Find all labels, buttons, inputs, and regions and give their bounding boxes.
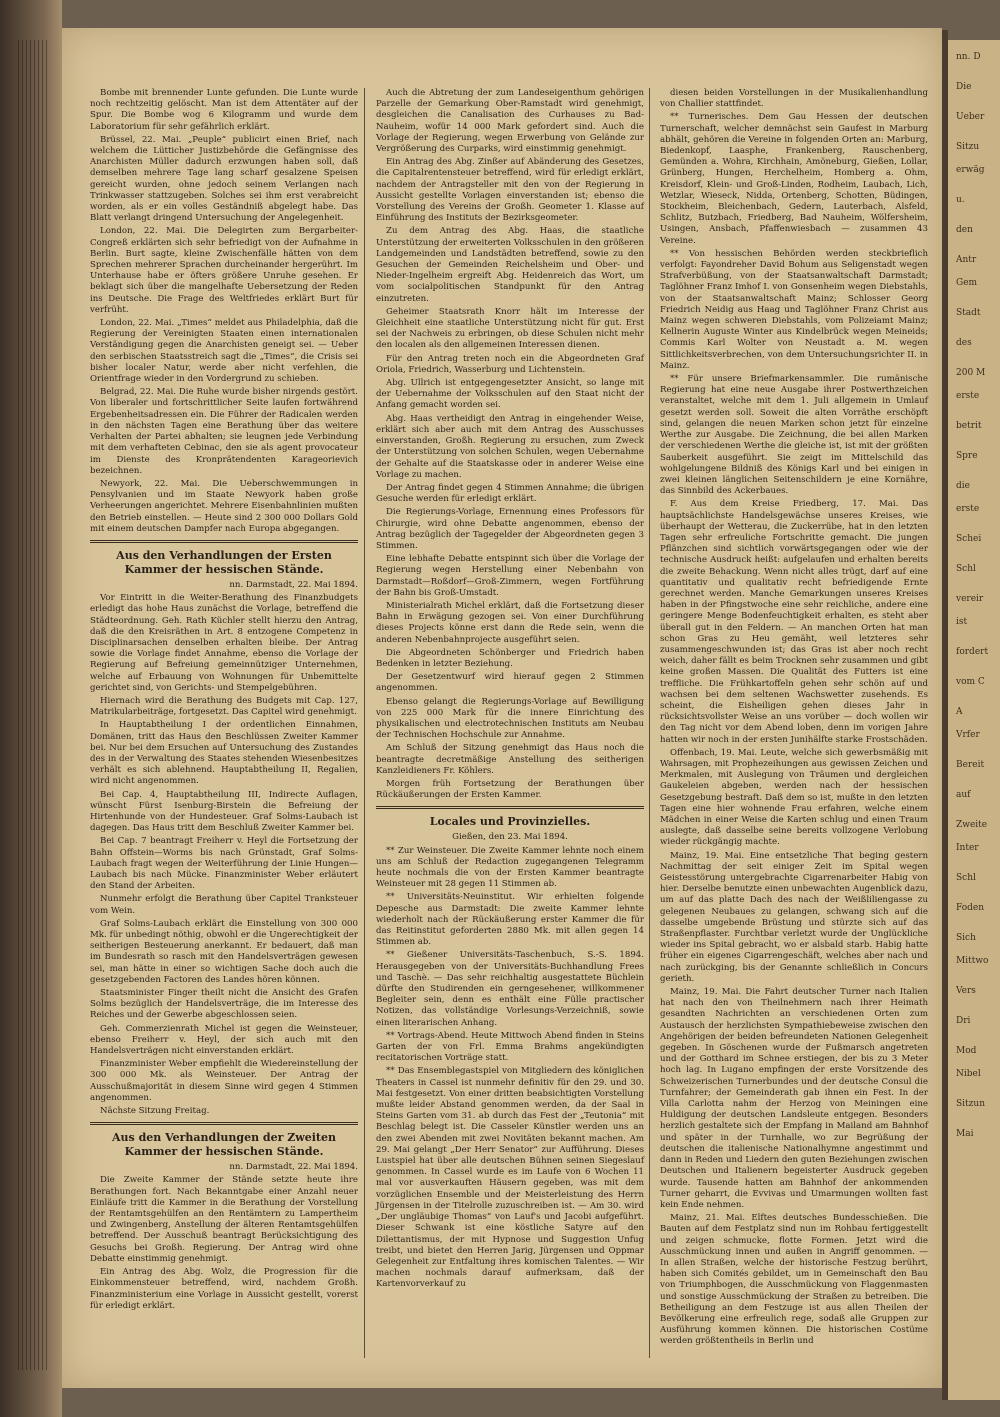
article-paragraph: ** Das Ensemblegastspiel von Mitgliedern des königlichen Theaters in Cassel ist nunmehr definitiv für den 29. und 30. Mai festgesetzt. Von einer dritten beabsichtigten Vorstellung mußte leider Abstand genommen werden, da der Saal in Steins Garten vom 31. ab durch das Fest der „Teutonia“ mit Beschlag belegt ist. Die Casseler Künstler werden uns an den zwei Abenden mit zwei Novitäten bekannt machen. Am 29. Mai gelangt „Der Herr Senator“ zur Aufführung. Dieses Lustspiel hat über alle deutschen Bühnen seinen Siegeslauf genommen. In Cassel wurde es im Laufe von 6 Wochen 11 mal vor ausverkauften Häusern gegeben, was mit dem vorzüglichen Ensemble und der Meisterleistung des Herrn Jürgensen in der Titelrolle zuzuschreiben ist. — Am 30. wird „Der ungläubige Thomas“ von Lauf's und Jacobi aufgeführt. Dieser Schwank ist eine köstliche Satyre auf den Dilettantismus, der mit Hypnose und Suggestion Unfug treibt, und bietet den Herren Jarig, Jürgensen und Oppmar Gelegenheit zur Entfaltung ihres komischen Talentes. — Wir machen nochmals darauf aufmerksam, daß der Kartenvorverkauf zu xyxy=(376,1066,644,1290)
edge-text-fragment: vereir xyxy=(956,594,984,604)
section-divider xyxy=(376,806,644,809)
article-paragraph: Ebenso gelangt die Regierungs-Vorlage auf Bewilligung von 225 000 Mark für die innere Einrichtung des physikalischen und electrotechnischen Instituts am Neubau der Technischen Hochschule zur Annahme. xyxy=(376,696,644,741)
edge-text-fragment: erste xyxy=(956,504,980,514)
article-paragraph: Die Regierungs-Vorlage, Ernennung eines Professors für Chirurgie, wird ohne Debatte angenommen, ebenso der Antrag bezüglich der Tagegelder der Abgeordneten gegen 3 Stimmen. xyxy=(376,507,644,551)
edge-text-fragment: den xyxy=(956,225,973,235)
edge-text-fragment: ist xyxy=(956,617,968,627)
article-paragraph: Newyork, 22. Mai. Die Ueberschwemmungen in Pensylvanien und im Staate Newyork haben große Verheerungen angerichtet. Mehrere Eisenbahnlinien mußten den Betrieb einstellen. — Heute sind 2 300 000 Dollars Gold mit einem deutschen Dampfer nach Europa abgegangen. xyxy=(90,478,358,534)
article-paragraph: Graf Solms-Laubach erklärt die Einstellung von 300 000 Mk. für unbedingt nöthig, obwohl er die Ungerechtigkeit der seitherigen Besteuerung anerkannt. Er bedauert, daß man im Bundesrath so rasch mit den Handelsverträgen gewesen sei, man hätte in einer so wichtigen Sache doch auch die gesetzgebenden Factoren des Landes hören können. xyxy=(90,918,358,985)
edge-text-fragment: erwäg xyxy=(956,165,985,175)
edge-text-fragment: Gem xyxy=(956,278,978,288)
dateline: nn. Darmstadt, 22. Mai 1894. xyxy=(229,1162,358,1173)
article-paragraph: ** Von hessischen Behörden werden steckbrieflich verfolgt: Fayondreher David Bohum aus Seligenstadt wegen Strafverbüßung, von der Staatsanwaltschaft Darmstadt; Taglöhner Franz Imhof I. von Gonsenheim wegen Diebstahls, von der Staatsanwaltschaft Mainz; Schlosser Georg Friedrich Neidig aus Haag und Taglöhner Franz Christ aus Mainz wegen schweren Diebstahls, vom Polizeiamt Mainz; Kellnerin Auguste Winter aus Kindelbrück wegen Meineids; Commis Karl Wolter von Neustadt a. M. wegen Sittlichkeitsverbrechen, von dem Untersuchungsrichter II. in Mainz. xyxy=(660,248,928,371)
edge-text-fragment: Vrfer xyxy=(956,730,980,740)
edge-text-fragment: Die xyxy=(956,82,972,92)
edge-text-fragment: 200 M xyxy=(956,368,986,378)
dateline: Gießen, den 23. Mai 1894. xyxy=(452,832,568,843)
article-paragraph: Für den Antrag treten noch ein die Abgeordneten Graf Oriola, Friedrich, Wasserburg und Lichtenstein. xyxy=(376,353,644,375)
edge-text-fragment: u. xyxy=(956,195,965,205)
column-rule xyxy=(364,88,365,1358)
edge-text-fragment: Schl xyxy=(956,564,976,574)
edge-text-fragment: Mittwo xyxy=(956,956,989,966)
article-paragraph: Morgen früh Fortsetzung der Berathungen über Rückäußerungen der Ersten Kammer. xyxy=(376,778,644,801)
edge-text-fragment: Schl xyxy=(956,873,976,883)
edge-text-fragment: nn. D xyxy=(956,52,981,62)
article-paragraph: Offenbach, 19. Mai. Leute, welche sich gewerbsmäßig mit Wahrsagen, mit Prophezeihungen aus gewissen Zeichen und Merkmalen, mit Auslegung von Träumen und dergleichen Gaukeleien abgeben, werden nach der hessischen Gesetzgebung bestraft. Daß dem so ist, mußte in den letzten Tagen eine hier wohnende Frau erfahren, welche einem Mädchen in einer Weise die Karten schlug und einen Traum auslegte, daß dasselbe seine bereits vollzogene Verlobung wieder rückgängig machte. xyxy=(660,747,928,848)
edge-text-fragment: die xyxy=(956,481,970,491)
article-paragraph: Die Zweite Kammer der Stände setzte heute ihre Berathungen fort. Nach Bekanntgabe einer Anzahl neuer Einläufe tritt die Kammer in die Berathung der Vorstellung der Rentamtsgehülfen an den Rentämtern zu Lampertheim und Zwingenberg, Anstellung der älteren Rentamtsgehülfen betreffend. Der Ausschuß beantragt Berücksichtigung des Gesuchs bei Großh. Regierung. Der Antrag wird ohne Debatte einstimmig genehmigt. xyxy=(90,1175,358,1264)
edge-text-fragment: Mai xyxy=(956,1129,974,1139)
article-paragraph: Finanzminister Weber empfiehlt die Wiedereinstellung der 300 000 Mk. als Weinsteuer. Der Antrag der Ausschußmajorität in diesem Sinne wird gegen 4 Stimmen angenommen. xyxy=(90,1059,358,1103)
article-paragraph: Abg. Haas vertheidigt den Antrag in eingehender Weise, erklärt sich aber auch mit dem Antrag des Ausschusses einverstanden, Großh. Regierung zu ersuchen, zum Zweck der Unterstützung von solchen Schulen, wegen Uebernahme der Gehalte auf die Staatskasse oder in anderer Weise eine Vorlage zu machen. xyxy=(376,413,644,480)
article-paragraph: Hiernach wird die Berathung des Budgets mit Cap. 127, Matrikularbeiträge, fortgesetzt. Das Capitel wird genehmigt. xyxy=(90,695,358,718)
article-paragraph: London, 22. Mai. „Times“ meldet aus Philadelphia, daß die Regierung der Vereinigten Staaten einen internationalen Verständigung gegen die Anarchisten geneigt sei. — Ueber den serbischen Staatsstreich sagt die „Times“, die Crisis sei bisher localer Natur, werde aber nicht verfehlen, die Orientfrage wieder in den Vordergrund zu schieben. xyxy=(90,318,358,385)
article-paragraph: Die Abgeordneten Schönberger und Friedrich haben Bedenken in letzter Beziehung. xyxy=(376,647,644,669)
edge-text-fragment: vom C xyxy=(956,677,985,687)
article-paragraph: Mainz, 19. Mai. Die Fahrt deutscher Turner nach Italien hat nach den von Theilnehmern nach ihrer Heimath gesandten Nachrichten an verschiedenen Orten zum Austausch der herzlichsten Sympathiebeweise zwischen den Angehörigen der beiden befreundeten Nationen Gelegenheit gegeben. In Göschenen wurde der Fußmarsch angetreten und der Gotthard im Schnee erstiegen, der bis zu 3 Meter hoch lag. In Lugano empfingen der erste Vorsitzende des Schweizerischen Turnerbundes und der deutsche Consul die Turnfahrer; der Gemeinderath gab ihnen ein Fest. In der Villa Carlotta nahm der Herzog von Meiningen eine Huldigung der deutschen Landsleute entgegen. Besonders herzlich gestaltete sich der Empfang in Mailand am Bahnhof und später in der Turnhalle, wo zur Begrüßung der deutschen die italienische Nationalhymne angestimmt und dann in Reden und Liedern den guten Beziehungen zwischen Deutschen und Italienern begeisterter Ausdruck gegeben wurde. Tausende hatten am Bahnhof der ankommenden Turner geharrt, die Evvivas und Umarmungen wollten fast kein Ende nehmen. xyxy=(660,987,928,1210)
article-paragraph: ** Turnerisches. Dem Gau Hessen der deutschen Turnerschaft, welcher demnächst sein Gaufest in Marburg abhält, gehören die Vereine in folgenden Orten an: Marburg, Biedenkopf, Laasphe, Frankenberg, Rauschenberg, Gemünden a. Wohra, Kirchhain, Amöneburg, Gießen, Lollar, Grünberg, Hungen, Herchelheim, Homberg a. Ohm, Kreisdorf, Klein- und Groß-Linden, Rodheim, Laubach, Lich, Wetzlar, Wieseck, Nidda, Ortenberg, Schotten, Büdingen, Stockheim, Bleichenbach, Gedern, Lauterbach, Alsfeld, Schlitz, Butzbach, Friedberg, Bad Nauheim, Wölfersheim, Usingen, Ansbach, Pfaffenwiesbach — zusammen 43 Vereine. xyxy=(660,112,928,246)
edge-text-fragment: Zweite xyxy=(956,820,988,830)
article-paragraph: Bombe mit brennender Lunte gefunden. Die Lunte wurde noch rechtzeitig gelöscht. Man ist dem Attentäter auf der Spur. Die Bombe wog 6 Kilogramm und wurde dem Laboratorium für sehr gefährlich erklärt. xyxy=(90,88,358,132)
article-paragraph: Geheimer Staatsrath Knorr hält im Interesse der Gleichheit eine staatliche Unterstützung nicht für gut. Erst sei der Nachweis zu erbringen, ob diese Schulen nicht mehr den localen als den allgemeinen Interessen dienen. xyxy=(376,306,644,351)
section-divider xyxy=(90,540,358,543)
newspaper-page xyxy=(62,28,942,1388)
edge-text-fragment: Foden xyxy=(956,903,985,913)
section-heading: Locales und Provinzielles. xyxy=(429,815,591,829)
article-paragraph: Nächste Sitzung Freitag. xyxy=(100,1106,210,1117)
edge-text-fragment: A xyxy=(956,707,963,717)
article-paragraph: Ministerialrath Michel erklärt, daß die Fortsetzung dieser Bahn in Erwägung gezogen sei. Von einer Durchführung dieses Projects könne erst dann die Rede sein, wenn die anderen Nebenbahnprojecte ausgeführt seien. xyxy=(376,600,644,645)
section-heading: Aus den Verhandlungen der Zweiten Kammer der hessischen Stände. xyxy=(112,1131,336,1159)
article-paragraph: ** Vortrags-Abend. Heute Mittwoch Abend finden in Steins Garten der von Frl. Emma Brahms angekündigten recitatorischen Vorträge statt. xyxy=(376,1030,644,1064)
article-paragraph: Abg. Ullrich ist entgegengesetzter Ansicht, so lange mit der Uebernahme der Volksschulen auf den Staat nicht der Anfang gemacht worden sei. xyxy=(376,378,644,411)
edge-text-fragment: Dri xyxy=(956,1016,971,1026)
section-divider xyxy=(90,1122,358,1125)
edge-text-fragment: Ueber xyxy=(956,112,985,122)
book-spine xyxy=(0,0,62,1417)
edge-text-fragment: des xyxy=(956,338,972,348)
edge-text-fragment: Sitzu xyxy=(956,142,980,152)
article-paragraph: diesen beiden Vorstellungen in der Musikalienhandlung von Challier stattfindet. xyxy=(660,88,928,110)
edge-text-fragment: Mod xyxy=(956,1046,977,1056)
article-paragraph: Mainz, 21. Mai. Elftes deutsches Bundesschießen. Die Bauten auf dem Festplatz sind nun im Rohbau fertiggestellt und zeigen schmucke, flotte Formen. Jetzt wird die Ausschmückung innen und außen in Angriff genommen. — In allen Straßen, welche der historische Festzug berührt, haben sich Comités gebildet, um in Gemeinschaft den Bau von Triumphbogen, die Ausschmückung von Flaggenmasten und sonstige Ausschmückung der Straßen zu betreiben. Die Betheiligung an dem Festzuge ist aus allen Theilen der Bevölkerung eine erfreulich rege, sodaß alle Gruppen zur Ausführung kommen können. Die historischen Costüme werden größtentheils in Berlin und xyxy=(660,1213,928,1347)
article-paragraph: In Hauptabtheilung I der ordentlichen Einnahmen, Domänen, tritt das Haus den Beschlüssen Zweiter Kammer bei. Nur bei dem Ersuchen auf Untersuchung des Zustandes des in der Verwaltung des Staates stehenden Wiesenbesitzes verhält es sich ablehnend. Hauptabtheilung II, Regalien, wird nicht angenommen. xyxy=(90,720,358,787)
article-paragraph: Eine lebhafte Debatte entspinnt sich über die Vorlage der Regierung wegen Herstellung einer Nebenbahn von Darmstadt—Roßdorf—Groß-Zimmern, wegen Fortführung der Bahn bis Groß-Umstadt. xyxy=(376,554,644,598)
edge-text-fragment: Bereit xyxy=(956,760,985,770)
column-1 xyxy=(90,88,358,1314)
edge-text-fragment: betrit xyxy=(956,421,982,431)
edge-text-fragment: Spre xyxy=(956,451,978,461)
edge-text-fragment: Sitzun xyxy=(956,1099,985,1109)
article-paragraph: Vor Eintritt in die Weiter-Berathung des Finanzbudgets erledigt das hohe Haus zunächst die Vorlage, betreffend die Städteordnung. Geh. Rath Küchler stellt hierzu den Antrag, daß die den Kreisräthen in Art. 8 entzogene Competenz in Disciplinarsachen denselben erhalten bleibe. Der Antrag sowie die Vorlage findet Annahme, ebenso die Vorlage der Regierung auf Befreiung gemeinnütziger Unternehmen, welche auf Erbauung von Wohnungen für Unbemittelte gerichtet sind, von Gerichts- und Stempelgebühren. xyxy=(90,593,358,693)
article-paragraph: Ein Antrag des Abg. Wolz, die Progression für die Einkommensteuer betreffend, wird, nachdem Großh. Finanzministerium eine Vorlage in Aussicht gestellt, vorerst für erledigt erklärt. xyxy=(90,1267,358,1311)
edge-text-fragment: Stadt xyxy=(956,308,981,318)
article-paragraph: Mainz, 19. Mai. Eine entsetzliche That beging gestern Nachmittag der seit einiger Zeit im Spital wegen Geistesstörung untergebrachte Cigarrenarbeiter Habig von hier. Derselbe benutzte einen unbewachten Augenblick dazu, um auf das platte Dach des nach der Weißliliengasse zu gelegenen Neubaues zu gelangen, schwang sich auf die dasselbe umgebende Brüstung und stürzte sich auf das Straßenpflaster. Furchtbar verletzt wurde der Unglückliche wieder ins Spital gebracht, wo er alsbald starb. Habig hatte früher ein eigenes Cigarrengeschäft, welches aber nach und nach zurückging, bis der Genannte schließlich in Concurs gerieth. xyxy=(660,850,928,984)
article-paragraph: Geh. Commerzienrath Michel ist gegen die Weinsteuer, ebenso Freiherr v. Heyl, der sich auch mit den Handelsverträgen nicht einverstanden erklärt. xyxy=(90,1023,358,1057)
edge-text-fragment: Nibel xyxy=(956,1069,981,1079)
edge-text-fragment: Schei xyxy=(956,534,982,544)
article-paragraph: Zu dem Antrag des Abg. Haas, die staatliche Unterstützung der erweiterten Volksschulen in den größeren Landgemeinden und Landstädten betreffend, sowie zu den Gesuchen der Gemeinden Reichelsheim und Ober- und Nieder-Ingelheim ergreift Abg. Heidenreich das Wort, um vom socialpolitischen Standpunkt für den Antrag einzutreten. xyxy=(376,226,644,304)
article-paragraph: Auch die Abtretung der zum Landeseigenthum gehörigen Parzelle der Gemarkung Ober-Ramstadt wird genehmigt, desgleichen die Canalisation des Curhauses zu Bad-Nauheim, wofür 14 000 Mark gefordert sind. Auch die Vorlage der Regierung, wegen Erwerbung von Gelände zur Vergrößerung des Curparks, wird einstimmig genehmigt. xyxy=(376,88,644,155)
article-paragraph: ** Gießener Universitäts-Taschenbuch, S.-S. 1894. Herausgegeben von der Universitäts-Buchhandlung Frees und Taschè. — Das sehr reichhaltig ausgestattete Büchlein dürfte den Studirenden ein gerngesehener, willkommener Begleiter sein, denn es enthält eine Fülle practischer Notizen, das vollständige Vorlesungs-Verzeichniß, sowie einen literarischen Anhang. xyxy=(376,950,644,1028)
edge-text-fragment: Inter xyxy=(956,843,979,853)
article-paragraph: Belgrad, 22. Mai. Die Ruhe wurde bisher nirgends gestört. Von liberaler und fortschrittlicher Seite laufen fortwährend Ergebenheitsadressen ein. Die Führer der Radicalen werden in den nächsten Tagen eine Berathung über das weitere Verhalten der Partei abhalten; sie leugnen jede Verbindung mit dem verhafteten Cebinac, den sie als agent provocateur im Dienste des Kronprätendenten Karageorievich bezeichnen. xyxy=(90,387,358,476)
edge-text-fragment: auf xyxy=(956,790,971,800)
edge-text-fragment: fordert xyxy=(956,647,989,657)
adjacent-page-edge xyxy=(948,40,1000,1400)
article-paragraph: Der Antrag findet gegen 4 Stimmen Annahme; die übrigen Gesuche werden für erledigt erklärt. xyxy=(376,482,644,505)
column-3 xyxy=(660,88,928,1350)
article-paragraph: Am Schluß der Sitzung genehmigt das Haus noch die beantragte decretmäßige Anstellung des seitherigen Kanzleidieners Fr. Köhlers. xyxy=(376,743,644,776)
edge-text-fragment: Sich xyxy=(956,933,976,943)
column-2 xyxy=(376,88,644,1293)
section-heading: Aus den Verhandlungen der Ersten Kammer der hessischen Stände. xyxy=(116,548,332,576)
article-paragraph: Der Gesetzentwurf wird hierauf gegen 2 Stimmen angenommen. xyxy=(376,672,644,694)
edge-text-fragment: Antr xyxy=(956,255,977,265)
article-paragraph: F. Aus dem Kreise Friedberg, 17. Mai. Das hauptsächlichste Handelsgewächse unseres Kreises, wie überhaupt der Wetterau, die Zuckerrübe, hat in den letzten Tagen sehr erfreuliche Fortschritte gemacht. Die jungen Pflänzchen sind sichtlich vorwärtsgegangen oder wie der technische Ausdruck heißt: aufgelaufen und erhalten bereits die zweite Behackung. Wenn nicht alles trügt, darf auf eine quantitativ und qualitativ recht befriedigende Ernte gerechnet werden. Manche Gemarkungen unseres Kreises haben in der Pfingstwoche eine sehr reichliche, andere eine geringere Menge Bodenfeuchtigkeit erhalten, es steht aber überall gut in den Feldern. — An manchen Orten hat man schon Gras zu Heu gemäht, weil letzteres sehr zusammengeschwunden ist; das Gras ist aber noch recht weich, daher fällt es beim Trocknen sehr zusammen und gibt keine großen Massen. Die Qualität des Futters ist eine treffliche. Die Frühkartoffeln gehen sehr schön auf und wachsen bei dem seltenen Wachswetter zusehends. Es scheint, die Eisheiligen gehen dieses Jahr in rücksichtsvollster Weise an uns vorüber — doch wollen wir den Tag nicht vor dem Abend loben, denn im vorigen Jahre hatten wir noch in der ersten Junihälfte starke Frostschäden. xyxy=(660,499,928,745)
article-paragraph: Bei Cap. 7 beantragt Freiherr v. Heyl die Fortsetzung der Bahn Offstein—Worms bis nach Grünstadt, Graf Solms-Laubach fragt wegen der Weiterführung der Linie Hungen—Laubach bis nach Mücke. Finanzminister Weber erläutert den Stand der Arbeiten. xyxy=(90,836,358,892)
spine-page-edges xyxy=(18,40,48,1370)
article-paragraph: Brüssel, 22. Mai. „Peuple“ publicirt einen Brief, nach welchem die Lütticher Justizbehörde die Gefängnisse des Anarchisten Müller dadurch erzwungen haben soll, daß demselben mehrere Tage lang scharf gesalzene Speisen gereicht wurden, ohne jedoch seinem Verlangen nach Trinkwasser stattzugeben. Solches sei ihm erst verabreicht worden, als er ein volles Geständniß abgelegt habe. Das Blatt verlangt dringend Untersuchung der Angelegenheit. xyxy=(90,134,358,224)
article-paragraph: London, 22. Mai. Die Delegirten zum Bergarbeiter-Congreß erklärten sich sehr befriedigt von der Aufnahme in Berlin. Burt sagte, kleine Zwischenfälle hätten von dem Sprechen mehrerer Sprachen durcheinander hergerührt. Im Unterhause habe er öfters größere Unruhe gesehen. Er beklagt sich über die mangelhafte Uebersetzung der Reden ins Deutsche. Die Frage des Weltfriedes erklärt Burt für verfrüht. xyxy=(90,226,358,315)
article-paragraph: ** Zur Weinsteuer. Die Zweite Kammer lehnte noch einem uns am Schluß der Redaction zugegangenen Telegramm heute nochmals die von der Ersten Kammer beantragte Weinsteuer mit 28 gegen 11 Stimmen ab. xyxy=(376,845,644,890)
article-paragraph: Staatsminister Finger theilt nicht die Ansicht des Grafen Solms bezüglich der Handelsverträge, die im Interesse des Reiches und der Gewerbe abgeschlossen seien. xyxy=(90,988,358,1021)
article-paragraph: Bei Cap. 4, Hauptabtheilung III, Indirecte Auflagen, wünscht Fürst Isenburg-Birstein die Befreiung der Hirtenhunde von der Hundesteuer. Graf Solms-Laubach ist dagegen. Das Haus tritt dem Beschluß Zweiter Kammer bei. xyxy=(90,789,358,834)
article-paragraph: Nunmehr erfolgt die Berathung über Capitel Tranksteuer vom Wein. xyxy=(90,894,358,916)
dateline: nn. Darmstadt, 22. Mai 1894. xyxy=(229,579,358,590)
edge-text-fragment: erste xyxy=(956,391,980,401)
article-paragraph: ** Für unsere Briefmarkensammler. Die rumänische Regierung hat eine neue Ausgabe ihrer Postwerthzeichen veranstaltet, welche mit dem 1. Juli allgemein in Umlauf gesetzt werden soll. Soweit die alten Vorräthe erschöpft sind, gelangen die neuen Marken schon jetzt für einzelne Werthe zur Ausgabe. Die Zeichnung, die bei allen Marken der verschiedenen Werthe die gleiche ist, ist mit der größten Sauberkeit ausgeführt. Sie zeigt im Mittelschild das wohlgelungene Bildniß des Königs Karl und bei einigen in zwei kleinen länglichen Seitenschildern je eine Kornähre, das Sinnbild des Ackerbaues. xyxy=(660,374,928,497)
article-paragraph: Ein Antrag des Abg. Zinßer auf Abänderung des Gesetzes, die Capitalrentensteuer betreffend, wird für erledigt erklärt, nachdem der Antragsteller mit den von der Regierung in Aussicht gestellte Vorlagen einverstanden ist; ebenso die Vorstellung des Vereins der Großh. Geometer 1. Klasse auf Einführung des Instituts der Bezirksgeometer. xyxy=(376,157,644,224)
column-rule xyxy=(649,88,650,1358)
edge-text-fragment: Vers xyxy=(956,986,976,996)
article-paragraph: ** Universitäts-Neuinstitut. Wir erhielten folgende Depesche aus Darmstadt: Die zweite Kammer lehnte wiederholt nach der Rückäußerung erster Kammer die für das Reitinstitut geforderten 2880 Mk. mit allen gegen 14 Stimmen ab. xyxy=(376,892,644,948)
